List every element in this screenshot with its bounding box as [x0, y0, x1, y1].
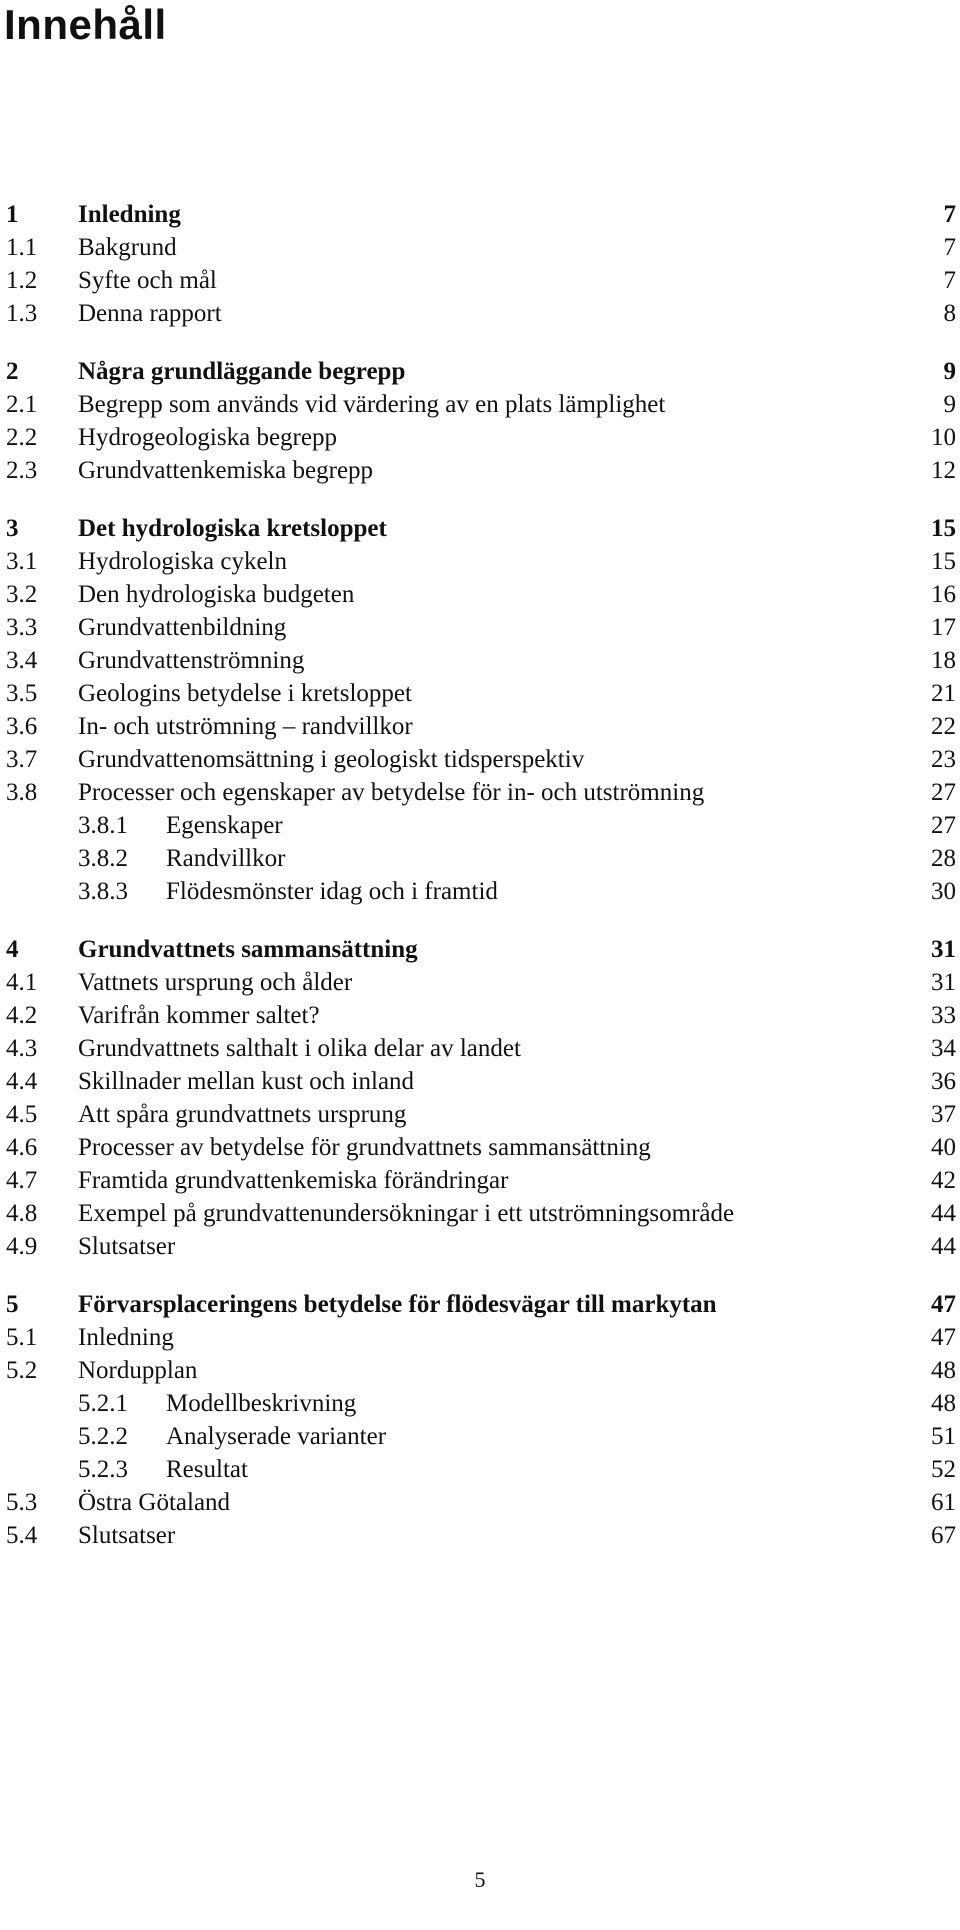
toc-entry-title: Grundvattenströmning — [78, 647, 305, 674]
toc-entry-number: 1.3 — [6, 300, 38, 327]
toc-entry-number: 4.7 — [6, 1167, 38, 1194]
toc-entry-number: 2.3 — [6, 457, 38, 484]
toc-entry-number: 5.2 — [6, 1357, 38, 1384]
toc-entry-number: 5 — [6, 1291, 19, 1318]
toc-entry-number: 5.2.1 — [78, 1390, 128, 1417]
toc-section-entry[interactable] — [0, 297, 960, 330]
toc-entry-page: 27 — [931, 812, 956, 839]
toc-entry-title: Hydrologiska cykeln — [78, 548, 287, 575]
toc-entry-page: 31 — [931, 969, 956, 996]
toc-entry-title: Grundvattnets sammansättning — [78, 936, 418, 963]
toc-section-entry[interactable] — [0, 1321, 960, 1354]
toc-entry-number: 3.4 — [6, 647, 38, 674]
toc-entry-number: 1.1 — [6, 234, 38, 261]
toc-entry-page: 51 — [931, 1423, 956, 1450]
toc-entry-number: 2.2 — [6, 424, 38, 451]
toc-entry-title: Några grundläggande begrepp — [78, 358, 406, 385]
toc-entry-title: Varifrån kommer saltet? — [78, 1002, 320, 1029]
toc-section-entry[interactable] — [0, 545, 960, 578]
toc-entry-title: Förvarsplaceringens betydelse för flödesvägar till markytan — [78, 1291, 717, 1318]
toc-entry-page: 12 — [931, 457, 956, 484]
toc-entry-title: Slutsatser — [78, 1233, 176, 1260]
toc-entry-number: 4.5 — [6, 1101, 38, 1128]
toc-section-entry[interactable] — [0, 1164, 960, 1197]
toc-entry-number: 3 — [6, 515, 19, 542]
toc-section-entry[interactable] — [0, 999, 960, 1032]
toc-entry-page: 33 — [931, 1002, 956, 1029]
toc-section-entry[interactable] — [0, 1486, 960, 1519]
toc-entry-title: Geologins betydelse i kretsloppet — [78, 680, 412, 707]
toc-entry-title: Den hydrologiska budgeten — [78, 581, 355, 608]
toc-section-entry[interactable] — [0, 776, 960, 809]
toc-subsection-entry[interactable] — [0, 875, 960, 908]
toc-section-entry[interactable] — [0, 710, 960, 743]
page-number: 5 — [474, 1867, 486, 1892]
toc-entry-page: 15 — [931, 515, 956, 542]
toc-entry-number: 4.9 — [6, 1233, 38, 1260]
toc-section-entry[interactable] — [0, 677, 960, 710]
toc-section-entry[interactable] — [0, 578, 960, 611]
toc-entry-page: 61 — [931, 1489, 956, 1516]
toc-entry-page: 48 — [931, 1390, 956, 1417]
toc-entry-number: 4.2 — [6, 1002, 38, 1029]
toc-entry-title: Grundvattenkemiska begrepp — [78, 457, 374, 484]
toc-entry-title: In- och utströmning – randvillkor — [78, 713, 413, 740]
toc-entry-page: 48 — [931, 1357, 956, 1384]
toc-entry-number: 5.3 — [6, 1489, 38, 1516]
toc-chapter-entry[interactable] — [0, 355, 960, 388]
toc-section-entry[interactable] — [0, 644, 960, 677]
toc-entry-title: Vattnets ursprung och ålder — [78, 969, 353, 996]
toc-entry-title: Exempel på grundvattenundersökningar i ett utströmningsområde — [78, 1200, 735, 1227]
toc-entry-title: Att spåra grundvattnets ursprung — [78, 1101, 407, 1128]
toc-entry-title: Framtida grundvattenkemiska förändringar — [78, 1167, 509, 1194]
toc-entry-number: 2 — [6, 358, 19, 385]
table-of-contents — [0, 198, 960, 1552]
toc-entry-number: 5.2.3 — [78, 1456, 128, 1483]
toc-entry-title: Bakgrund — [78, 234, 177, 261]
toc-entry-title: Randvillkor — [166, 845, 286, 872]
toc-entry-number: 4.6 — [6, 1134, 38, 1161]
toc-section-entry[interactable] — [0, 1032, 960, 1065]
toc-section-entry[interactable] — [0, 611, 960, 644]
toc-entry-page: 23 — [931, 746, 956, 773]
toc-entry-page: 40 — [931, 1134, 956, 1161]
toc-entry-title: Egenskaper — [166, 812, 283, 839]
toc-subsection-entry[interactable] — [0, 1387, 960, 1420]
toc-entry-title: Inledning — [78, 1324, 174, 1351]
toc-section-entry[interactable] — [0, 1098, 960, 1131]
toc-entry-title: Processer av betydelse för grundvattnets sammansättning — [78, 1134, 651, 1161]
toc-entry-number: 3.5 — [6, 680, 38, 707]
toc-entry-title: Begrepp som används vid värdering av en plats lämplighet — [78, 391, 666, 418]
toc-entry-number: 4 — [6, 936, 19, 963]
toc-entry-page: 17 — [931, 614, 956, 641]
toc-entry-number: 4.8 — [6, 1200, 38, 1227]
toc-entry-number: 5.1 — [6, 1324, 38, 1351]
toc-entry-page: 30 — [931, 878, 956, 905]
toc-entry-number: 3.1 — [6, 548, 38, 575]
toc-entry-title: Hydrogeologiska begrepp — [78, 424, 337, 451]
toc-section-entry[interactable] — [0, 1230, 960, 1263]
toc-entry-title: Analyserade varianter — [166, 1423, 387, 1450]
toc-entry-page: 36 — [931, 1068, 956, 1095]
toc-chapter-entry[interactable] — [0, 933, 960, 966]
toc-entry-title: Nordupplan — [78, 1357, 198, 1384]
toc-entry-page: 18 — [931, 647, 956, 674]
toc-entry-page: 15 — [931, 548, 956, 575]
toc-entry-title: Inledning — [78, 201, 181, 228]
toc-section-entry[interactable] — [0, 1519, 960, 1552]
toc-entry-page: 52 — [931, 1456, 956, 1483]
toc-entry-page: 9 — [943, 358, 956, 385]
toc-entry-page: 47 — [931, 1291, 956, 1318]
toc-entry-page: 8 — [943, 300, 956, 327]
toc-section-entry[interactable] — [0, 1354, 960, 1387]
toc-entry-page: 44 — [931, 1200, 956, 1227]
toc-entry-page: 44 — [931, 1233, 956, 1260]
toc-section-entry[interactable] — [0, 1197, 960, 1230]
toc-entry-title: Skillnader mellan kust och inland — [78, 1068, 415, 1095]
toc-entry-title: Denna rapport — [78, 300, 222, 327]
toc-entry-number: 3.8.1 — [78, 812, 128, 839]
toc-entry-page: 27 — [931, 779, 956, 806]
toc-section-entry[interactable] — [0, 421, 960, 454]
toc-section-entry[interactable] — [0, 1131, 960, 1164]
toc-entry-page: 21 — [931, 680, 956, 707]
toc-entry-number: 2.1 — [6, 391, 38, 418]
toc-entry-title: Modellbeskrivning — [166, 1390, 357, 1417]
toc-entry-number: 3.8.2 — [78, 845, 128, 872]
toc-entry-page: 28 — [931, 845, 956, 872]
toc-entry-page: 22 — [931, 713, 956, 740]
toc-entry-page: 16 — [931, 581, 956, 608]
toc-entry-page: 7 — [943, 234, 956, 261]
page-title: Innehåll — [4, 1, 167, 48]
toc-entry-title: Grundvattnets salthalt i olika delar av landet — [78, 1035, 521, 1062]
toc-chapter-entry[interactable] — [0, 198, 960, 231]
toc-entry-title: Det hydrologiska kretsloppet — [78, 515, 387, 542]
toc-entry-number: 4.4 — [6, 1068, 38, 1095]
toc-subsection-entry[interactable] — [0, 809, 960, 842]
toc-entry-title: Resultat — [166, 1456, 248, 1483]
toc-section-entry[interactable] — [0, 966, 960, 999]
toc-entry-number: 3.8.3 — [78, 878, 128, 905]
toc-section-entry[interactable] — [0, 743, 960, 776]
toc-entry-number: 5.2.2 — [78, 1423, 128, 1450]
toc-entry-title: Syfte och mål — [78, 267, 217, 294]
toc-entry-page: 34 — [931, 1035, 956, 1062]
toc-entry-title: Östra Götaland — [78, 1489, 231, 1516]
toc-entry-page: 42 — [931, 1167, 956, 1194]
toc-entry-number: 3.3 — [6, 614, 38, 641]
toc-entry-title: Flödesmönster idag och i framtid — [166, 878, 498, 905]
toc-subsection-entry[interactable] — [0, 1453, 960, 1486]
toc-entry-page: 67 — [931, 1522, 956, 1549]
toc-entry-page: 7 — [943, 201, 956, 228]
toc-section-entry[interactable] — [0, 454, 960, 487]
toc-entry-page: 9 — [943, 391, 956, 418]
toc-entry-title: Slutsatser — [78, 1522, 176, 1549]
toc-entry-number: 3.2 — [6, 581, 38, 608]
toc-entry-title: Grundvattenbildning — [78, 614, 287, 641]
toc-subsection-entry[interactable] — [0, 842, 960, 875]
toc-entry-page: 31 — [931, 936, 956, 963]
toc-entry-number: 1 — [6, 201, 19, 228]
toc-entry-page: 47 — [931, 1324, 956, 1351]
toc-entry-number: 4.1 — [6, 969, 38, 996]
toc-entry-number: 4.3 — [6, 1035, 38, 1062]
toc-entry-number: 3.8 — [6, 779, 38, 806]
toc-section-entry[interactable] — [0, 388, 960, 421]
toc-chapter-entry[interactable] — [0, 512, 960, 545]
toc-subsection-entry[interactable] — [0, 1420, 960, 1453]
toc-entry-title: Processer och egenskaper av betydelse för in- och utströmning — [78, 779, 705, 806]
toc-entry-number: 3.7 — [6, 746, 38, 773]
toc-entry-page: 7 — [943, 267, 956, 294]
toc-entry-page: 37 — [931, 1101, 956, 1128]
toc-entry-number: 3.6 — [6, 713, 38, 740]
toc-entry-number: 1.2 — [6, 267, 38, 294]
toc-chapter-entry[interactable] — [0, 1288, 960, 1321]
toc-entry-page: 10 — [931, 424, 956, 451]
toc-entry-title: Grundvattenomsättning i geologiskt tidsperspektiv — [78, 746, 585, 773]
toc-section-entry[interactable] — [0, 264, 960, 297]
toc-section-entry[interactable] — [0, 1065, 960, 1098]
toc-entry-number: 5.4 — [6, 1522, 38, 1549]
toc-section-entry[interactable] — [0, 231, 960, 264]
